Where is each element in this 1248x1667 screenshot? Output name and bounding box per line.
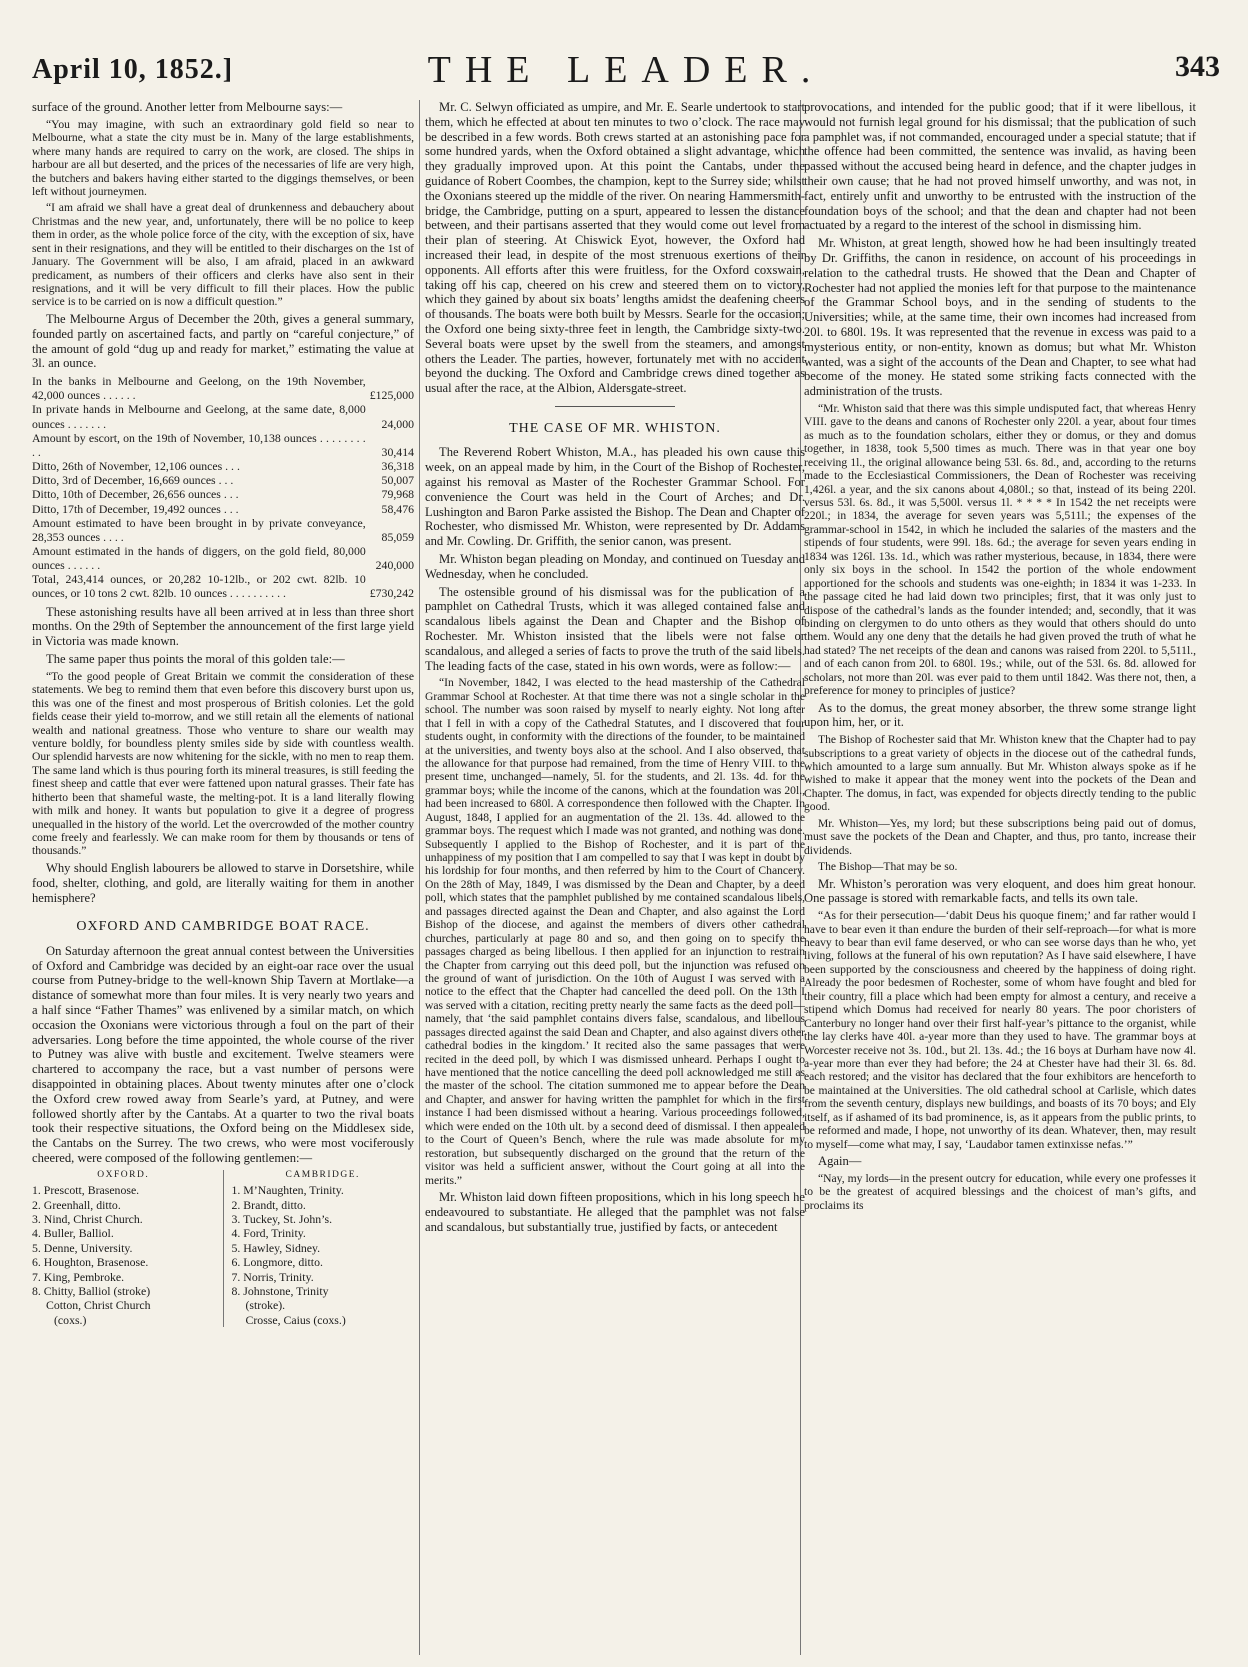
table-row: Amount estimated to have been brought in by private conveyance, 28,353 ounces . . . . 85,059 [32, 515, 414, 544]
table-row: Amount estimated in the hands of diggers, on the gold field, 80,000 ounces . . . . . . 240,000 [32, 543, 414, 573]
list-item: Crosse, Caius (coxs.) [245, 1312, 346, 1327]
list-item: 2. Greenhall, ditto. [32, 1197, 121, 1212]
cambridge-crew [232, 1170, 415, 1327]
list-item: 1. M’Naughten, Trinity. [231, 1183, 344, 1198]
quoted-passage: “To the good people of Great Britain we commit the consideration of these statements. We beg to remind them that even before this discovery burst upon us, this was one of the finest and most prosperous of British colonies. Let the gold fields cease their yield to-morrow, and we still retain all the elements of national wealth and national greatness. Those who venture to share our wealth may venture boldly, for boundless plenty smiles side by side with countless wealth. Our splendid harvests are now whitening for the sickle, with no men to reap them. The same land which is thus pouring forth its mineral treasures, is still feeding the finest sheep and cattle that ever were fattened upon natural grasses. Their fate has hitherto been that shameful waste, the melting-pot. It is a land literally flowing with milk and honey. It wants but population to give it a degree of progress unequalled in the history of the world. Let the overcrowded of the mother country come freely and fearlessly. We can make room for them by thousands or tens of thousands.” [32, 669, 414, 858]
table-row: In the banks in Melbourne and Geelong, on the 19th November, 42,000 ounces . . . . . . £125,000 [32, 374, 414, 403]
crew-heading: CAMBRIDGE. [285, 1169, 360, 1180]
list-item: 8. Johnstone, Trinity [231, 1284, 329, 1299]
list-item: 3. Nind, Christ Church. [32, 1212, 143, 1227]
column-3 [804, 100, 1196, 1655]
paragraph: Mr. Whiston began pleading on Monday, and continued on Tuesday and Wednesday, when he concluded. [425, 551, 805, 581]
list-item: 5. Hawley, Sidney. [231, 1240, 321, 1255]
table-total-row: Total, 243,414 ounces, or 20,282 10-12lb., or 202 cwt. 82lb. 10 ounces, or 10 tons 2 cwt. 82lb. 10 ounces . . . . . . . . . . £730,242 [32, 572, 414, 601]
column-rule [223, 1170, 224, 1327]
list-item: 7. Norris, Trinity. [231, 1269, 314, 1284]
quoted-statement: “In November, 1842, I was elected to the head mastership of the Cathedral Grammar School at Rochester. At that time there was not a single scholar in the school. The number was soon raised by myself to nearly eighty. Not long after that I fell in with a copy of the Cathedral Statutes, and I discovered that four students ought, in conformity with the directions of the founder, to be maintained at the universities, and twenty boys also at the school. And I also observed, that the allowance for that purpose had remained, from the time of Henry VIII. to the present time, unchanged—namely, 5l. for the students, and 2l. 13s. 4d. for the grammar boys; while the income of the canons, which at the foundation was 20l., had been increased to 680l. A correspondence then followed with the Chapter. In August, 1848, I applied for an augmentation of the 2l. 13s. 4d. allowed to the grammar boys. The request which I made was not granted, and nothing was done. Subsequently I applied to the Bishop of Rochester, and it is part of the unhappiness of my position that I am compelled to say that I was kept in doubt by his lordship for four months, and then referred by him to the Court of Chancery. On the 28th of May, 1849, I was dismissed by the Dean and Chapter, by a deed poll, which states that the pamphlet published by me contained scandalous libels, and passages directed against the Dean and Chapter, and also against the Lord Bishop of the diocese, and against the members of divers other cathedral churches, particularly at page 80 and so, and then going on to specify the passages charged as being libellous. I then applied for an injunction to restrain the Chapter from carrying out this deed poll, but the injunction was refused on the ground of want of jurisdiction. On the 10th of August I was served with a notice to the effect that the Chapter had cancelled the deed poll. On the 13th I was served with a citation, reciting pretty nearly the same facts as the deed poll—namely, that ‘the said pamphlet contains divers false, scandalous, and libellous passages directed against the said Dean and Chapter, and also against divers other cathedral bodies in the kingdom.’ It recited also the same passages that were recited in the deed poll, by which I was dismissed unheard. Perhaps I ought to have mentioned that the notice cancelling the deed poll acknowledged me still as the master of the school. The citation summoned me to appear before the Dean and Chapter, and answer for having written the pamphlet for which in the first instance I had been dismissed without a hearing. Various proceedings followed, which were ended on the 10th ult. by a second deed of dismissal. I then appealed to the Court of Queen’s Bench, where the rule was made absolute for my restoration, but subsequently discharged on the ground that the return of the visitor was held a sufficient answer, without the Court going at all into the merits.” [425, 676, 805, 1187]
newspaper-title: THE LEADER. [427, 49, 825, 91]
divider [555, 406, 675, 407]
list-item: 4. Ford, Trinity. [231, 1226, 306, 1241]
issue-date: April 10, 1852.] [32, 54, 234, 85]
quoted-passage: “Mr. Whiston said that there was this simple undisputed fact, that whereas Henry VIII. gave to the deans and canons of Rochester only 220l. a year, about four times as much as to the foundation scholars, either they or domus, or they and domus together, in 1838, took 5,500 times as much. There was in that year one boy receiving 1l., the original allowance being 53l. 6s. 8d., and, according to the returns made to the Ecclesiastical Commissioners, the Dean of Rochester was receiving 1,426l. a year, and the six canons about 4,080l.; so that, instead of its being 220l. versus 53l. 6s. 8d., it was 5,500l. versus 1l. * * * * In 1542 the net receipts were 220l.; in 1834, the average for seven years was 5,511l.; the expenses of the grammar-school in 1542, in which he included the salaries of the masters and the stipends of four students, were 99l. 18s. 6d.; the average for seven years ending in 1834 was 126l. 13s. 1d., which was rather mysterious, because, in 1834, there were only six boys in the school. In 1542 the portion of the whole endowment apportioned for the schools and students was one-eighth; in 1834 it was 1-233. In the passage cited he had laid down two principles; first, that it was only just to dispose of the cathedral’s lands as the founder intended; and, secondly, that it was binding on clergymen to do unto others as they would that others should do unto them. Would any one deny that the details he had given proved the truth of what he had stated? The net receipts of the dean and canons was raised from 220l. to 5,511l., and of each canon from 20l. to 680l. 19s.; while, out of the 53l. 6s. 8d. allowed for scholars, not more than 20l. was ever paid to them until 1842. Was there not, then, a preference for money to principles of justice? [804, 401, 1196, 698]
crew-lists [32, 1170, 414, 1327]
paragraph: As to the domus, the great money absorber, the threw some strange light upon him, her, or it. [804, 700, 1196, 730]
column-1 [32, 100, 414, 1655]
list-item: 6. Longmore, ditto. [231, 1255, 323, 1270]
paragraph: Mr. Whiston’s peroration was very eloquent, and does him great honour. One passage is stored with remarkable facts, and tells its own tale. [804, 876, 1196, 906]
quoted-letter: “You may imagine, with such an extraordinary gold field so near to Melbourne, what a state the city must be in. Many of the large establishments, where many hands are required to carry on the work, are closed. The ships in harbour are all but deserted, and the prices of the necessaries of life are very high, the butchers and bakers having either started to the diggings themselves, or been left without journeymen. [32, 117, 414, 198]
table-row: Ditto, 26th of November, 12,106 ounces . . . 36,318 [32, 459, 414, 474]
paragraph: The ostensible ground of his dismissal was for the publication of a pamphlet on Cathedral Trusts, which it was alleged contained false and scandalous libels against the Dean and Chapter and the Bishop of Rochester. Mr. Whiston insisted that the libels were not false or scandalous, and alleged a series of facts to prove the truth of the said libels. The leading facts of the case, stated in his own words, were as follow:— [425, 584, 805, 673]
list-item: 1. Prescott, Brasenose. [32, 1183, 140, 1198]
list-item: 5. Denne, University. [32, 1240, 133, 1255]
paragraph: The same paper thus points the moral of this golden tale:— [46, 652, 345, 666]
quoted-letter: “I am afraid we shall have a great deal of drunkenness and debauchery about Christmas and the new year, and, unfortunately, there will be no police to keep them in order, as the whole police force of the city, with the exception of six, have sent in their resignations, and they will be entitled to their discharges on the 1st of January. The Government will be also, I am afraid, placed in an awkward predicament, as numbers of their officers and clerks have also sent in their resignations, and it will be very difficult to fill their places. How the public service is to be carried on is now a difficult question.” [32, 201, 414, 309]
crew-heading: OXFORD. [97, 1169, 150, 1180]
paragraph: The Reverend Robert Whiston, M.A., has pleaded his own cause this week, on an appeal made by him, in the Court of the Bishop of Rochester, against his removal as Master of the Rochester Grammar School. For convenience the Court was held in the Court of Arches; and Dr. Lushington and Baron Parke assisted the Bishop. The Dean and Chapter of Rochester, who dismissed Mr. Whiston, were represented by Dr. Addams and Mr. Cowling. Dr. Griffith, the senior canon, was present. [425, 445, 805, 549]
gold-ledger-table [32, 374, 414, 601]
column-rule [419, 100, 420, 1655]
table-row: Amount by escort, on the 19th of November, 10,138 ounces . . . . . . . . . . 30,414 [32, 430, 414, 459]
column-2 [425, 100, 805, 1655]
quoted-passage: “As for their persecution—‘dabit Deus his quoque finem;’ and far rather would I have to bear even it than endure the burden of their self-reproach—for what is more heavy to bear than evil fame deserved, or who can see worse days than he who, yet living, follows at the funeral of his own reputation? As I have said elsewhere, I have been supported by the consciousness and cheered by the happiness of doing right. Already the poor bedesmen of Rochester, some of whom have fought and bled for their country, fill a place which had been empty for almost a century, and receive a stipend which Domus had received for nearly 80 years. The poor choristers of Canterbury no longer hand over their first half-year’s pittance to the organist, while the lay clerks have 40l. a-year more than they used to have. The grammar boys at Worcester receive not 3s. 10d., but 2l. 13s. 4d.; the 16 boys at Durham have now 4l. a-year more than ever they had before; the 24 at Chester have had their 3l. 6s. 8d. each restored; and the visitor has declared that the four exhibitors are henceforth to be maintained at the Universities. The old cathedral school at Carlisle, which dates from the seventh century, displays new buildings, and boasts of its 70 boys; and Ely itself, as if ashamed of its bad prominence, is, as it appears from the public prints, to be reformed and made, I hope, not unworthy of its dean. Whatever, then, may result to myself—come what may, I say, ‘Laudabor tamen extinxisse nefas.’” [804, 909, 1196, 1151]
list-item: Cotton, Christ Church [46, 1298, 151, 1313]
paragraph: On Saturday afternoon the great annual contest between the Universities of Oxford and Cambridge was decided by an eight-oar race over the usual course from Putney-bridge to the well-known Ship Tavern at Mortlake—a distance of somewhat more than four miles. It is very nearly two years and a half since “Father Thames” was enlivened by a similar match, on which occasion the Oxonians were victorious through a foul on the part of their adversaries. Long before the time appointed, the whole course of the river to Putney was alive with bustle and excitement. Twelve steamers were chartered to accompany the race, but a vast number of persons were disappointed in obtaining places. About twenty minutes after one o’clock the Oxford crew rowed away from Searle’s yard, at Putney, and were followed shortly after by the Cantabs. At a quarter to two the rival boats took their respective situations, the Oxford being on the Middlesex side, the Cantabs on the Surrey. The two crews, who were most vociferously cheered, were composed of the following gentlemen:— [32, 943, 414, 1165]
quoted-passage: The Bishop of Rochester said that Mr. Whiston knew that the Chapter had to pay subscriptions to a great variety of objects in the diocese out of the cathedral funds, which amounted to a large sum annually. But Mr. Whiston always spoke as if he wished to make it appear that the money went into the pockets of the Dean and Chapter. The domus, in fact, was expended for objects directly tending to the public good. [804, 733, 1196, 814]
oxford-crew [32, 1170, 215, 1327]
list-item: (coxs.) [54, 1312, 87, 1327]
page-number: 343 [1175, 50, 1220, 83]
paragraph: surface of the ground. Another letter from Melbourne says:— [32, 100, 343, 114]
paragraph: Mr. Whiston, at great length, showed how he had been insultingly treated by Dr. Griffiths, the canon in residence, on account of his proceedings in relation to the cathedral trusts. He showed that the Dean and Chapter of Rochester had not applied the monies left for that purpose to the maintenance of the Grammar School boys, and in the sending of students to the Universities; while, at the same time, their own incomes had increased from 20l. to 680l. 19s. It was represented that the revenue in excess was paid to a mysterious entity, or non-entity, known as domus; but what Mr. Whiston wanted, was a sight of the accounts of the Dean and Chapter, to see what had become of the money. He stated some striking facts connected with the administration of the trusts. [804, 236, 1196, 399]
list-item: 2. Brandt, ditto. [231, 1197, 306, 1212]
list-item: 3. Tuckey, St. John’s. [231, 1212, 333, 1227]
paragraph: Why should English labourers be allowed to starve in Dorsetshire, while food, shelter, clothing, and gold, are literally waiting for them in another hemisphere? [32, 860, 414, 905]
list-item: (stroke). [245, 1298, 286, 1313]
list-item: 7. King, Pembroke. [32, 1269, 125, 1284]
table-row: Ditto, 17th of December, 19,492 ounces . . . 58,476 [32, 501, 414, 516]
table-row: Ditto, 10th of December, 26,656 ounces . . . 79,968 [32, 487, 414, 502]
quoted-passage: Mr. Whiston—Yes, my lord; but these subscriptions being paid out of domus, must save the pockets of the Dean and Chapter, and thus, pro tanto, increase their dividends. [804, 816, 1196, 857]
paragraph: These astonishing results have all been arrived at in less than three short months. On the 29th of September the announcement of the first large yield in Victoria was made known. [32, 604, 414, 649]
masthead [32, 40, 1220, 91]
section-heading: OXFORD AND CAMBRIDGE BOAT RACE. [76, 919, 370, 935]
quoted-passage: “Nay, my lords—in the present outcry for education, while every one professes it to be the greatest of acquired blessings and the choicest of man’s gifts, and proclaims its [804, 1171, 1196, 1212]
paragraph: The Melbourne Argus of December the 20th, gives a general summary, founded partly on ascertained facts, and partly on “careful conjecture,” of the amount of gold “dug up and ready for market,” estimating the value at 3l. an ounce. [32, 311, 414, 371]
list-item: 4. Buller, Balliol. [32, 1226, 114, 1241]
section-heading: THE CASE OF MR. WHISTON. [509, 420, 721, 436]
list-item: 6. Houghton, Brasenose. [32, 1255, 149, 1270]
quoted-passage: The Bishop—That may be so. [818, 860, 958, 874]
paragraph: provocations, and intended for the public good; that if it were libellous, it would not furnish legal ground for his dismissal; that the publication of such a pamphlet was, if not commanded, encouraged under a special statute; that if the offence had been committed, the sentence was invalid, as having been passed without the accused being heard in defence, and the chapter judges in their own cause; that he had not proved himself unworthy, and was not, in fact, entirely unfit and unworthy to be entrusted with the instruction of the foundation boys of the school; and that the dean and chapter had not been actuated by a regard to the interest of the school in dismissing him. [804, 100, 1196, 233]
paragraph: Mr. Whiston laid down fifteen propositions, which in his long speech he endeavoured to substantiate. He alleged that the pamphlet was not false and scandalous, but substantially true, justified by facts, or antecedent [425, 1189, 805, 1234]
table-row: Ditto, 3rd of December, 16,669 ounces . . . 50,007 [32, 473, 414, 488]
list-item: 8. Chitty, Balliol (stroke) [32, 1284, 151, 1299]
paragraph: Again— [818, 1154, 862, 1168]
paragraph: Mr. C. Selwyn officiated as umpire, and Mr. E. Searle undertook to start them, which he effected at about ten minutes to two o’clock. The race may be described in a few words. Both crews started at an astonishing pace for some hundred yards, when the Oxford obtained a slight advantage, which they gradually improved upon. At this point the Cantabs, under the guidance of Robert Coombes, the champion, kept to the Surrey side; whilst the Oxonians steered up the middle of the river. On nearing Hammersmith-bridge, the Cambridge, putting on a spurt, appeared to lessen the distance between, and their partisans asserted that they would come out level from their plan of steering. At Chiswick Eyot, however, the Oxford had increased their lead, in despite of the most strenuous exertions of their opponents. All efforts after this were fruitless, for the Oxford coxswain, taking off his cap, cheered on his crew and steered them on to victory, which they gained by about six boats’ lengths amidst the deafening cheers of thousands. The boats were both built by Messrs. Searle for the occasion; the Oxford one being sixty-three feet in length, the Cambridge sixty-two. Several boats were upset by the swell from the steamers, and amongst others the Leader. The parties, however, fortunately met with no accident beyond the ducking. The Oxford and Cambridge crews dined together as usual after the race, at the Albion, Aldersgate-street. [425, 100, 805, 396]
table-row: In private hands in Melbourne and Geelong, at the same date, 8,000 ounces . . . . . . . 24,000 [32, 402, 414, 431]
